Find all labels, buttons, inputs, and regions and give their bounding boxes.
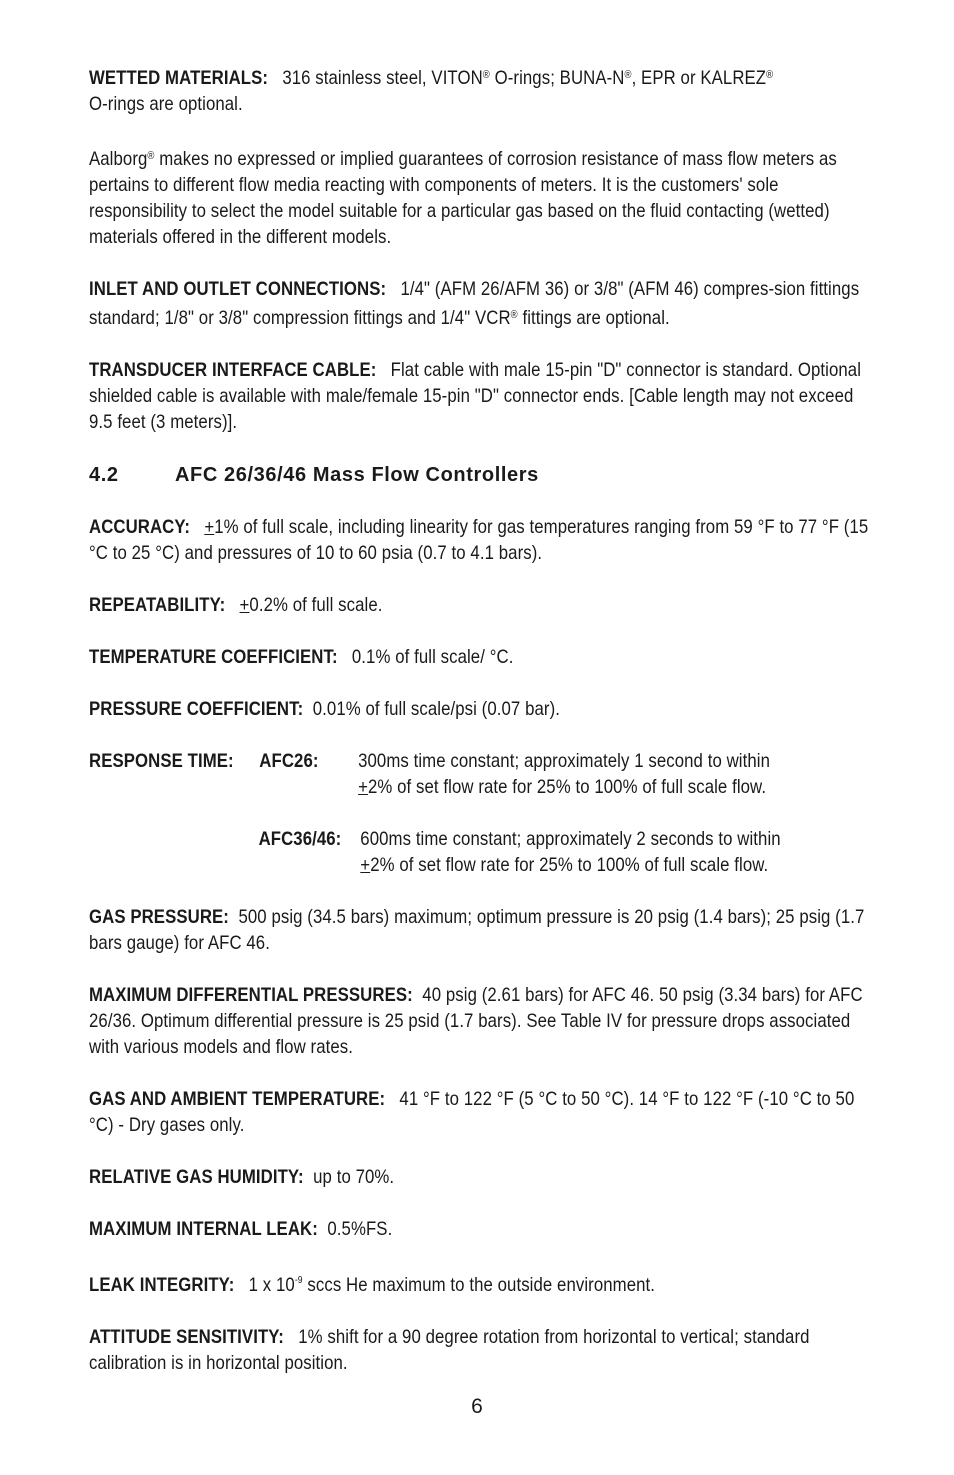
page-number: 6 [471, 1395, 483, 1418]
document-page [89, 62, 869, 1376]
wetted-materials-spec: WETTED MATERIALS: 316 stainless steel, VITON® O-rings; BUNA-N®, EPR or KALREZ® O-rings are optional. [89, 67, 774, 115]
spec-label: INLET AND OUTLET CONNECTIONS: [89, 278, 387, 300]
spec-label: ATTITUDE SENSITIVITY: [89, 1326, 284, 1348]
section-title: AFC 26/36/46 Mass Flow Controllers [175, 464, 539, 486]
aalborg-disclaimer: Aalborg® makes no expressed or implied guarantees of corrosion resistance of mass flow meters as pertains to different flow media reacting with components of meters. It is the customers' sole responsibility to select the model suitable for a particular gas based on the fluid contacting (wetted) materials offered in the different models. [89, 148, 837, 248]
section-heading [89, 462, 869, 488]
spec-label: LEAK INTEGRITY: [89, 1274, 235, 1296]
temperature-coefficient-spec: TEMPERATURE COEFFICIENT: 0.1% of full scale/ °C. [89, 646, 514, 668]
spec-label: GAS PRESSURE: [89, 906, 229, 928]
inlet-outlet-spec: INLET AND OUTLET CONNECTIONS: 1/4" (AFM 26/AFM 36) or 3/8" (AFM 46) compres-sion fittings standard; 1/8" or 3/8" compression fittings and 1/4" VCR® fittings are optional. [89, 278, 860, 329]
spec-label: RELATIVE GAS HUMIDITY: [89, 1166, 304, 1188]
spec-label: GAS AND AMBIENT TEMPERATURE: [89, 1088, 386, 1110]
spec-label: TRANSDUCER INTERFACE CABLE: [89, 359, 377, 381]
gas-ambient-temperature-spec: GAS AND AMBIENT TEMPERATURE: 41 °F to 122 °F (5 °C to 50 °C). 14 °F to 122 °F (-10 °C to 50 °C) - Dry gases only. [89, 1088, 855, 1136]
spec-label: MAXIMUM INTERNAL LEAK: [89, 1218, 318, 1240]
spec-label: MAXIMUM DIFFERENTIAL PRESSURES: [89, 984, 413, 1006]
spec-label: PRESSURE COEFFICIENT: [89, 698, 304, 720]
relative-humidity-spec: RELATIVE GAS HUMIDITY: up to 70%. [89, 1166, 395, 1188]
spec-label: TEMPERATURE COEFFICIENT: [89, 646, 338, 668]
spec-label: ACCURACY: [89, 516, 191, 538]
attitude-sensitivity-spec: ATTITUDE SENSITIVITY: 1% shift for a 90 degree rotation from horizontal to vertical; standard calibration is in horizontal position. [89, 1326, 810, 1374]
spec-label: WETTED MATERIALS: [89, 67, 269, 89]
gas-pressure-spec: GAS PRESSURE: 500 psig (34.5 bars) maximum; optimum pressure is 20 psig (1.4 bars); 25 psig (1.7 bars gauge) for AFC 46. [89, 906, 865, 954]
section-number: 4.2 [89, 464, 119, 486]
repeatability-spec: REPEATABILITY: +0.2% of full scale. [89, 594, 383, 616]
max-differential-pressure-spec: MAXIMUM DIFFERENTIAL PRESSURES: 40 psig (2.61 bars) for AFC 46. 50 psig (3.34 bars) for AFC 26/36. Optimum differential pressure is 25 psid (1.7 bars). See Table IV for pressure drops associated with various models and flow rates. [89, 984, 863, 1058]
response-time-afc26: RESPONSE TIME: AFC26: 300ms time constant; approximately 1 second to within +2% of set flow rate for 25% to 100% of full scale flow. [89, 750, 770, 798]
transducer-cable-spec: TRANSDUCER INTERFACE CABLE: Flat cable with male 15-pin "D" connector is standard. Optional shielded cable is available with male/female 15-pin "D" connector ends. [Cable length may not exceed 9.5 feet (3 meters)]. [89, 359, 862, 433]
response-model-label: AFC36/46: [258, 828, 342, 850]
spec-label: RESPONSE TIME: [89, 750, 234, 772]
spec-label: REPEATABILITY: [89, 594, 226, 616]
leak-integrity-spec: LEAK INTEGRITY: 1 x $10^{-9}$ sccs He maximum to the outside environment. [89, 1274, 656, 1296]
response-time-afc3646: AFC36/46: 600ms time constant; approximately 2 seconds to within +2% of set flow rate for 25% to 100% of full scale flow. [258, 828, 781, 876]
pressure-coefficient-spec: PRESSURE COEFFICIENT: 0.01% of full scale/psi (0.07 bar). [89, 698, 560, 720]
response-model-label: AFC26: [259, 750, 319, 772]
max-internal-leak-spec: MAXIMUM INTERNAL LEAK: 0.5%FS. [89, 1218, 393, 1240]
accuracy-spec: ACCURACY: +1% of full scale, including linearity for gas temperatures ranging from 59 °F to 77 °F (15 °C to 25 °C) and pressures of 10 to 60 psia (0.7 to 4.1 bars). [89, 516, 869, 564]
